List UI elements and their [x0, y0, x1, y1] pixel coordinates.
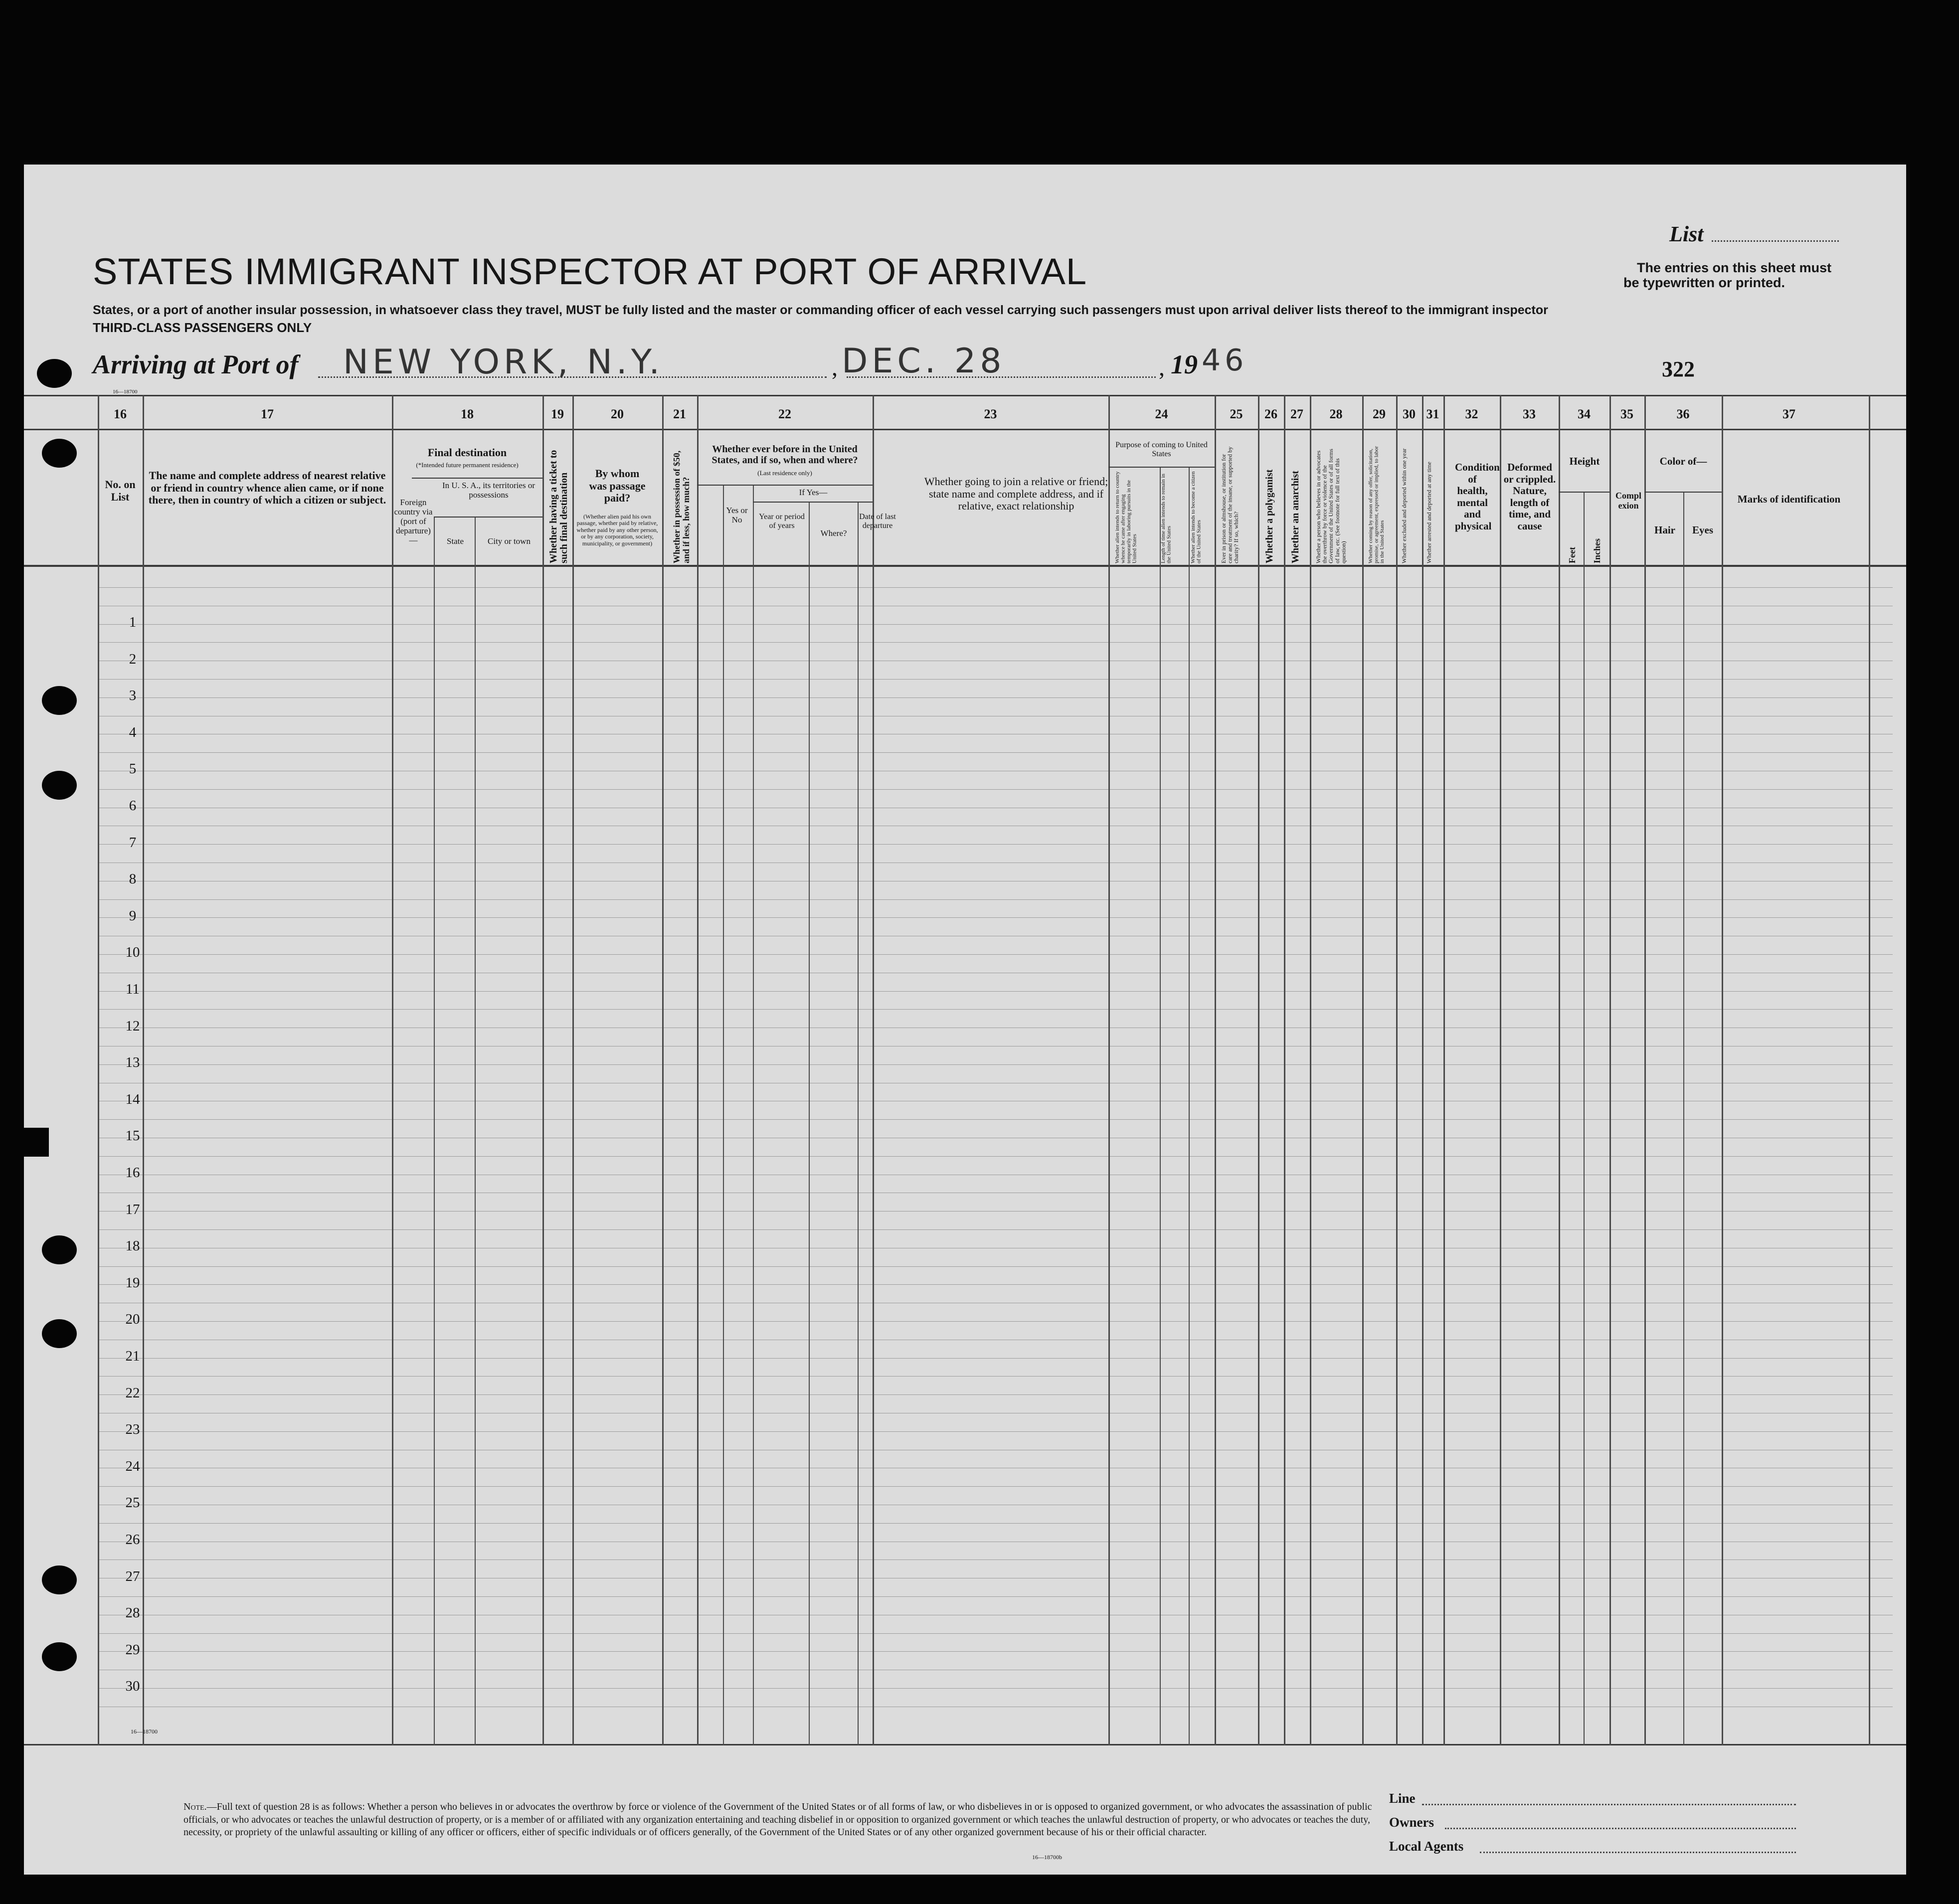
column-rule: [873, 395, 874, 1745]
page-title: STATES IMMIGRANT INSPECTOR AT PORT OF ARRIVAL: [93, 251, 1087, 292]
year-handwritten: 46: [1202, 343, 1248, 378]
year-printed: 19: [1171, 349, 1198, 379]
header-overthrow: Whether a person who believes in or advocates the overthrow by force or violence of the Government of the United States or of all forms of law, etc. (See footnote for full text of this question): [1315, 449, 1347, 563]
header-complexion: Complexion: [1615, 491, 1641, 511]
col-num-29: 29: [1373, 407, 1386, 421]
row-number: 29: [125, 1641, 140, 1658]
row-rule: [98, 1156, 1893, 1157]
subcolumn-rule: [809, 502, 810, 1745]
row-rule: [98, 789, 1893, 790]
col-num-23: 23: [984, 407, 997, 421]
column-rule: [662, 395, 664, 1745]
column-rule: [1443, 395, 1445, 1745]
subrule-34: [1559, 492, 1609, 493]
header-in-usa: In U. S. A., its territories or possessions: [442, 481, 535, 500]
header-fifty-dollars: Whether in possession of $50, and if less, how much?: [672, 450, 691, 563]
form-code-bottom-right: 16—18700b: [1032, 1854, 1062, 1861]
entries-note-1: The entries on this sheet must: [1637, 260, 1832, 275]
column-rule: [1284, 395, 1285, 1745]
row-number: 8: [129, 871, 137, 887]
subcolumn-rule: [1584, 492, 1585, 1745]
col-num-22: 22: [778, 407, 791, 421]
col-num-31: 31: [1426, 407, 1439, 421]
row-rule: [98, 1633, 1893, 1634]
form-code-top: 16—18700: [113, 389, 138, 395]
header-purpose-return: Whether alien intends to return to country whence he came after engaging temporarily in laboring pursuits in the United States: [1114, 471, 1138, 563]
header-no-on-list: No. on List: [105, 478, 136, 503]
header-state: State: [447, 536, 464, 546]
subcolumn-rule: [753, 486, 754, 1745]
row-number: 19: [125, 1274, 140, 1291]
form-code-bottom-left: 16—18700: [131, 1728, 158, 1735]
punch-hole-3: [42, 686, 77, 715]
row-number: 15: [125, 1128, 140, 1144]
row-number: 25: [125, 1495, 140, 1511]
row-number: 2: [129, 651, 137, 667]
row-rule: [98, 1376, 1893, 1377]
column-rule: [1644, 395, 1646, 1745]
header-foreign-country: Foreign country via (port of departure)—: [394, 498, 433, 545]
header-final-destination-note: (*Intended future permanent residence): [416, 461, 519, 469]
table-bottom-rule: [24, 1744, 1906, 1745]
header-nearest-relative: The name and complete address of nearest relative or friend in country whence alien came, or if none there, then in country of which a citizen or subject.: [148, 469, 386, 507]
row-number: 3: [129, 688, 137, 704]
row-number: 12: [125, 1018, 140, 1034]
header-excluded: Whether excluded and deported within one year: [1401, 448, 1408, 563]
subcolumn-rule: [1189, 467, 1190, 1745]
line-label: Line: [1389, 1791, 1416, 1806]
owners-field: [1445, 1828, 1796, 1829]
subcolumn-rule: [475, 517, 476, 1745]
subtitle-text: States, or a port of another insular possession, in whatsoever class they travel, MUST be fully listed and the master or commanding officer of each vessel carrying such passengers must upon arrival deliver lists thereof to the immigrant inspector: [93, 303, 1548, 317]
col-num-35: 35: [1620, 407, 1633, 421]
header-year-or-period: Year or period of years: [759, 513, 805, 530]
column-rule: [1258, 395, 1259, 1745]
punch-hole-4: [42, 771, 77, 800]
row-number: 6: [129, 798, 137, 814]
column-rule: [1609, 395, 1611, 1745]
header-feet: Feet: [1567, 547, 1577, 563]
subcolumn-rule: [1683, 492, 1684, 1745]
header-final-destination: Final destination: [427, 446, 507, 459]
footnote-text: —Full text of question 28 is as follows: Whether a person who believes in or advocates the overthrow by force or violence of the Government of the United States or of all forms of law, or who disbelieves in or is opposed to organized government, or who advocates the assassination of public officials, or who advocates or teaches the unlawful destruction of property, or is a member of or affiliated with any organization entertaining and teaching disbelief in or opposition to organized government or which teaches the unlawful destruction of property, or who advocates or teaches the duty, necessity, or propriety of the unlawful assaulting or killing of any officer or officers, either of specific individuals or of officers generally, of the Government of the United States or of any other organized government because of his or their official character.: [183, 1801, 1372, 1838]
header-city-or-town: City or town: [488, 536, 531, 546]
header-ever-before-note: (Last residence only): [757, 469, 812, 477]
row-rule: [98, 1523, 1893, 1524]
header-ever-before: Whether ever before in the United States, and if so, when and where?: [712, 444, 858, 466]
subcolumn-rule: [1160, 467, 1161, 1745]
owners-label: Owners: [1389, 1815, 1434, 1830]
row-rule: [98, 1119, 1893, 1120]
header-anarchist: Whether an anarchist: [1290, 471, 1301, 563]
col-num-24: 24: [1155, 407, 1168, 421]
subrule-18a: [412, 478, 542, 479]
row-rule: [98, 679, 1893, 680]
header-prison: Ever in prison or almshouse, or institution for care and treatment of the insane, or supported by charity? If so, which?: [1220, 446, 1240, 563]
col-num-37: 37: [1782, 407, 1795, 421]
row-rule: [98, 1064, 1893, 1065]
header-health: Condition of health, mental and physical: [1455, 461, 1500, 532]
col-num-32: 32: [1465, 407, 1478, 421]
column-rule: [572, 395, 574, 1745]
header-yes-or-no: Yes or No: [726, 506, 748, 525]
subrule-18b: [434, 517, 542, 518]
row-number: 1: [129, 614, 137, 630]
header-purpose-length: Length of time alien intends to remain in the United States: [1160, 474, 1172, 563]
punch-hole-2: [42, 439, 77, 468]
header-date-last-departure: Date of last departure: [859, 513, 896, 530]
column-rule: [98, 395, 99, 1745]
header-eyes: Eyes: [1692, 524, 1713, 536]
row-number: 27: [125, 1568, 140, 1584]
row-rule: [98, 1229, 1893, 1230]
row-number: 22: [125, 1385, 140, 1401]
number-row-rule: [24, 429, 1906, 430]
row-rule: [98, 642, 1893, 643]
header-marks: Marks of identification: [1737, 493, 1841, 505]
row-rule: [98, 954, 1893, 955]
col-num-20: 20: [611, 407, 624, 421]
col-num-16: 16: [114, 407, 127, 421]
row-rule: [98, 1284, 1893, 1285]
row-number: 11: [126, 981, 140, 997]
row-rule: [98, 1486, 1893, 1487]
comma-2: ,: [1159, 354, 1165, 381]
list-label: List: [1669, 222, 1704, 246]
row-number: 10: [125, 944, 140, 961]
header-arrested: Whether arrested and deported at any time: [1425, 462, 1432, 563]
header-ticket: Whether having a ticket to such final destination: [548, 450, 569, 563]
row-rule: [98, 1009, 1893, 1010]
header-inches: Inches: [1592, 538, 1602, 563]
column-rule: [697, 395, 699, 1745]
row-rule: [98, 1321, 1893, 1322]
class-line: THIRD-CLASS PASSENGERS ONLY: [93, 320, 312, 335]
column-rule: [1500, 395, 1501, 1745]
row-rule: [98, 587, 1893, 588]
row-rule: [98, 917, 1893, 918]
header-where: Where?: [820, 528, 847, 538]
col-num-19: 19: [551, 407, 564, 421]
header-color-of: Color of—: [1659, 455, 1707, 467]
row-rule: [98, 1559, 1893, 1560]
col-num-17: 17: [261, 407, 274, 421]
port-handwritten: NEW YORK, N.Y.: [343, 343, 664, 382]
header-purpose-citizen: Whether alien intends to become a citizen of the United States: [1190, 471, 1202, 563]
row-number: 24: [125, 1458, 140, 1474]
col-num-30: 30: [1403, 407, 1416, 421]
row-rule: [98, 844, 1893, 845]
col-num-26: 26: [1264, 407, 1277, 421]
arriving-label: Arriving at Port of: [93, 349, 299, 379]
row-rule: [98, 991, 1893, 992]
header-passage-paid: By whom was passage paid?: [589, 467, 646, 505]
column-rule: [1722, 395, 1723, 1745]
local-agents-label: Local Agents: [1389, 1839, 1464, 1854]
row-rule: [98, 1651, 1893, 1652]
punch-hole-6: [42, 1319, 77, 1348]
row-number: 7: [129, 834, 137, 851]
line-field: [1422, 1804, 1796, 1805]
footnote-question-28: [183, 1801, 1390, 1839]
row-number: 23: [125, 1421, 140, 1438]
column-rule: [1869, 395, 1870, 1745]
punch-hole-7: [42, 1565, 77, 1594]
date-handwritten: DEC. 28: [842, 342, 1006, 381]
row-number: 28: [125, 1605, 140, 1621]
column-rule: [1396, 395, 1398, 1745]
header-deformed: Deformed or crippled. Nature, length of time, and cause: [1503, 461, 1556, 532]
row-number: 17: [125, 1201, 140, 1217]
punch-hole-1: [37, 359, 72, 388]
header-if-yes: If Yes—: [799, 488, 828, 497]
row-number: 20: [125, 1311, 140, 1328]
header-polygamist: Whether a polygamist: [1264, 469, 1275, 563]
row-rule: [98, 1211, 1893, 1212]
row-rule: [98, 899, 1893, 900]
col-num-18: 18: [461, 407, 474, 421]
row-rule: [98, 1688, 1893, 1689]
column-rule: [1559, 395, 1560, 1745]
row-number: 16: [125, 1165, 140, 1181]
column-rule: [1362, 395, 1364, 1745]
header-going-to-join: Whether going to join a relative or friend; state name and complete address, and if relative, exact relationship: [924, 475, 1108, 513]
row-number: 21: [125, 1348, 140, 1364]
subcolumn-rule: [434, 517, 435, 1745]
row-rule: [98, 1266, 1893, 1267]
row-rule: [98, 1358, 1893, 1359]
col-num-28: 28: [1329, 407, 1343, 421]
manifest-sheet: [24, 165, 1906, 1875]
list-number-line: [1712, 240, 1839, 242]
row-number: 14: [125, 1091, 140, 1107]
comma-1: ,: [832, 354, 838, 381]
footnote-label: Note.: [183, 1801, 207, 1812]
row-number: 13: [125, 1054, 140, 1071]
column-rule: [1108, 395, 1110, 1745]
column-rule: [392, 395, 393, 1745]
punch-hole-8: [42, 1642, 77, 1671]
header-bottom-rule: [24, 565, 1906, 567]
table-top-rule: [24, 395, 1906, 396]
col-num-34: 34: [1578, 407, 1591, 421]
row-number: 4: [129, 724, 137, 740]
column-rule: [542, 395, 544, 1745]
row-rule: [98, 1596, 1893, 1597]
col-num-33: 33: [1523, 407, 1536, 421]
punch-hole-5: [42, 1235, 77, 1264]
row-number: 18: [125, 1238, 140, 1254]
binding-tab: [20, 1128, 49, 1157]
header-hair: Hair: [1654, 524, 1675, 536]
subrule-22b: [753, 502, 873, 503]
subcolumn-rule: [723, 486, 724, 1745]
header-purpose: Purpose of coming to United States: [1115, 441, 1208, 458]
local-agents-field: [1480, 1852, 1796, 1853]
row-rule: [98, 697, 1893, 698]
row-rule: [98, 1431, 1893, 1432]
col-num-27: 27: [1290, 407, 1303, 421]
subrule-22a: [697, 485, 873, 486]
col-num-21: 21: [673, 407, 686, 421]
subcolumn-rule: [858, 502, 859, 1745]
column-rule: [1215, 395, 1216, 1745]
row-rule: [98, 752, 1893, 753]
sheet-number: 322: [1662, 357, 1695, 381]
row-rule: [98, 624, 1893, 625]
header-height: Height: [1569, 455, 1600, 467]
col-num-25: 25: [1230, 407, 1243, 421]
subrule-36: [1644, 492, 1722, 493]
column-rule: [1310, 395, 1311, 1745]
row-number: 5: [129, 761, 137, 777]
entries-note-2: be typewritten or printed.: [1623, 275, 1785, 290]
header-labor-offer: Whether coming by reason of any offer, solicitation, promise, or agreement, expressed or implied, to labor in the United States: [1368, 446, 1386, 563]
row-number: 26: [125, 1532, 140, 1548]
subrule-24: [1108, 467, 1215, 468]
row-number: 9: [129, 907, 137, 924]
col-num-36: 36: [1676, 407, 1690, 421]
row-rule: [98, 1394, 1893, 1395]
row-number: 30: [125, 1678, 140, 1695]
column-rule: [1422, 395, 1424, 1745]
header-passage-paid-note: (Whether alien paid his own passage, whether paid by relative, whether paid by any other person, or by any corporation, society, municipality, or government): [576, 513, 658, 547]
